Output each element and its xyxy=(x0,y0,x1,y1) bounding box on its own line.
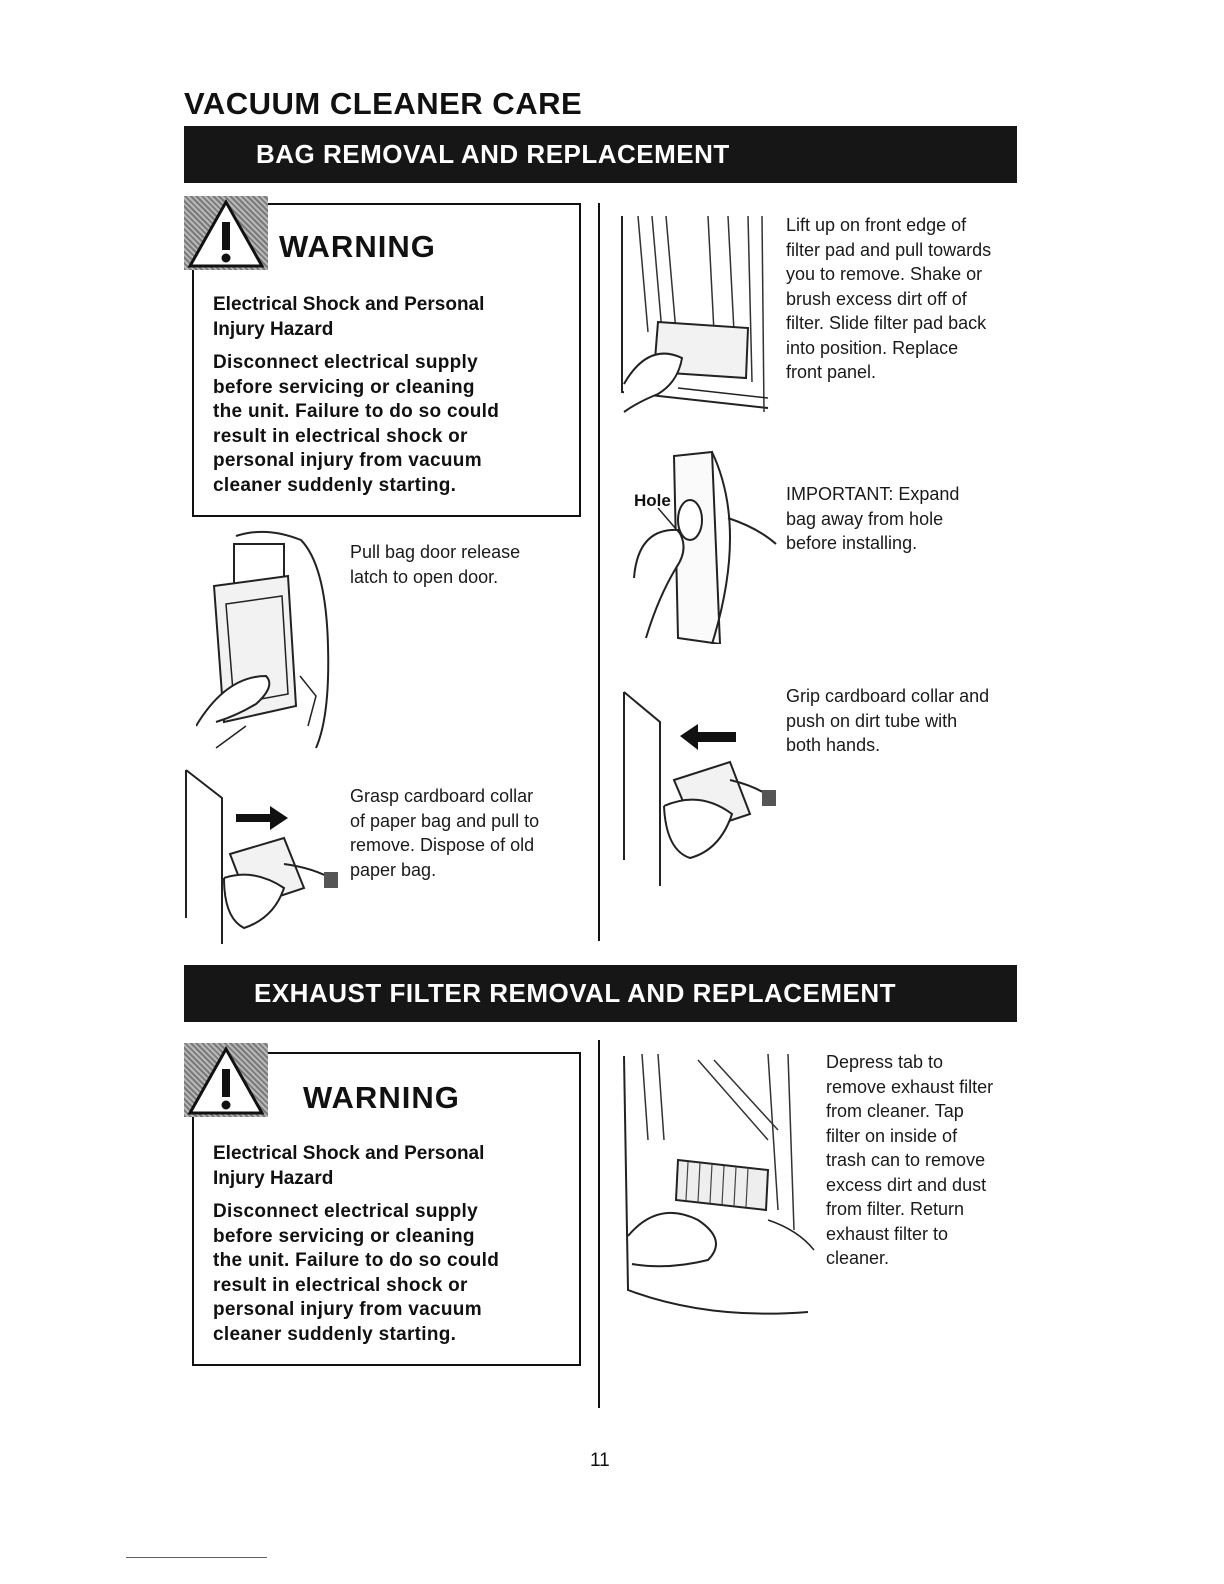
step-text-line: paper bag. xyxy=(350,859,437,880)
warning-body-line: before servicing or cleaning xyxy=(213,376,475,398)
hole-label: Hole xyxy=(634,491,671,510)
warning-subtitle xyxy=(213,1141,484,1191)
step-text-line: Grasp cardboard collar xyxy=(350,786,534,806)
step-text-line: Pull bag door release xyxy=(350,542,521,562)
warning-body-line: before servicing or cleaning xyxy=(213,1225,475,1247)
warning-body-line: Disconnect electrical supply xyxy=(213,352,478,373)
step-text-line: you to remove. Shake or xyxy=(786,264,983,284)
expand-bag-illustration xyxy=(628,448,778,644)
warning-triangle-icon xyxy=(184,1043,268,1117)
step-text-line: from cleaner. Tap xyxy=(826,1101,964,1121)
step-text-line: excess dirt and dust xyxy=(826,1174,987,1195)
arrow-left-icon xyxy=(680,724,736,750)
section-banner-bag xyxy=(184,126,1017,183)
step-important-text xyxy=(786,482,959,556)
step-grip-collar-text xyxy=(786,684,989,758)
step-text-line: before installing. xyxy=(786,533,918,553)
warning-subtitle-line: Electrical Shock and Personal xyxy=(213,1143,485,1164)
step-grasp-collar-text xyxy=(350,784,539,882)
page-title: VACUUM CLEANER CARE xyxy=(184,86,583,121)
step-text-line: IMPORTANT: Expand xyxy=(786,484,960,504)
warning-body-line: personal injury from vacuum xyxy=(213,1299,482,1320)
warning-subtitle-line: Injury Hazard xyxy=(213,1168,334,1189)
warning-subtitle-line: Electrical Shock and Personal xyxy=(213,294,485,315)
step-text-line: remove. Dispose of old xyxy=(350,835,535,855)
step-exhaust-text xyxy=(826,1050,993,1271)
footer-rule xyxy=(126,1557,267,1558)
banner-text: BAG REMOVAL AND REPLACEMENT xyxy=(256,139,730,169)
step-text-line: remove exhaust filter xyxy=(826,1076,994,1097)
step-text-line: cleaner. xyxy=(826,1248,890,1268)
warning-body-line: the unit. Failure to do so could xyxy=(213,401,500,422)
warning-body-line: the unit. Failure to do so could xyxy=(213,1250,500,1271)
warning-subtitle-line: Injury Hazard xyxy=(213,319,334,340)
step-text-line: filter. Slide filter pad back xyxy=(786,313,987,333)
step-text-line: exhaust filter to xyxy=(826,1223,949,1244)
step-text-line: filter pad and pull towards xyxy=(786,239,992,260)
step-text-line: push on dirt tube with xyxy=(786,710,958,731)
grip-collar-illustration xyxy=(620,690,778,886)
step-bag-door-text xyxy=(350,540,520,589)
warning-body xyxy=(213,351,499,498)
grasp-collar-illustration xyxy=(184,768,344,944)
step-text-line: of paper bag and pull to xyxy=(350,810,540,831)
step-text-line: Depress tab to xyxy=(826,1052,944,1072)
step-text-line: filter on inside of xyxy=(826,1125,958,1146)
step-text-line: Lift up on front edge of xyxy=(786,215,967,235)
warning-body-line: cleaner suddenly starting. xyxy=(213,1323,457,1345)
banner-text: EXHAUST FILTER REMOVAL AND REPLACEMENT xyxy=(254,978,897,1008)
step-text-line: both hands. xyxy=(786,735,881,755)
step-text-line: trash can to remove xyxy=(826,1150,986,1170)
filter-pad-illustration xyxy=(618,212,776,426)
page-number: 11 xyxy=(590,1450,610,1471)
warning-body-line: Disconnect electrical supply xyxy=(213,1201,478,1222)
step-text-line: into position. Replace xyxy=(786,337,959,358)
step-filter-pad-text xyxy=(786,213,991,385)
bag-door-illustration xyxy=(196,526,336,750)
step-text-line: bag away from hole xyxy=(786,508,944,529)
step-text-line: brush excess dirt off of xyxy=(786,288,967,309)
warning-subtitle xyxy=(213,292,484,342)
step-text-line: from filter. Return xyxy=(826,1199,965,1219)
step-text-line: latch to open door. xyxy=(350,566,499,587)
arrow-right-icon xyxy=(236,806,288,830)
warning-title: WARNING xyxy=(303,1080,460,1115)
column-divider xyxy=(598,203,600,941)
column-divider xyxy=(598,1040,600,1408)
warning-body xyxy=(213,1200,499,1347)
step-text-line: Grip cardboard collar and xyxy=(786,686,990,706)
warning-body-line: cleaner suddenly starting. xyxy=(213,474,457,496)
warning-title: WARNING xyxy=(279,229,436,264)
warning-body-line: result in electrical shock or xyxy=(213,425,468,447)
section-banner-exhaust xyxy=(184,965,1017,1022)
warning-triangle-icon xyxy=(184,196,268,270)
warning-body-line: result in electrical shock or xyxy=(213,1274,468,1296)
step-text-line: front panel. xyxy=(786,362,877,382)
warning-body-line: personal injury from vacuum xyxy=(213,450,482,471)
exhaust-filter-illustration xyxy=(618,1050,818,1320)
